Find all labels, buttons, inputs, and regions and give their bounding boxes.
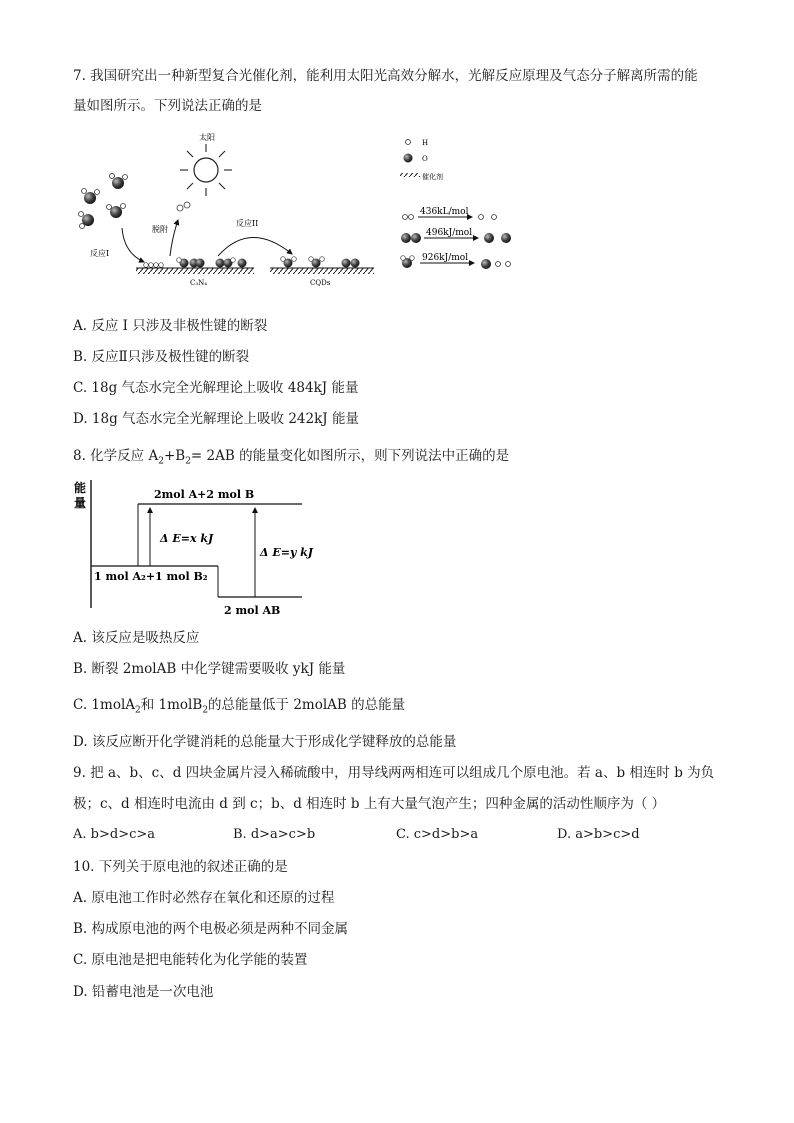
q7-option-b: B. 反应Ⅱ只涉及极性键的断裂	[73, 349, 250, 365]
top-level-label: 2mol A+2 mol B	[154, 488, 255, 501]
q8-option-d: D. 该反应断开化学键消耗的总能量大于形成化学键释放的总能量	[73, 734, 457, 750]
q8-option-b: B. 断裂 2molAB 中化学键需要吸收 ykJ 能量	[73, 661, 346, 677]
energy-436: 436kL/mol	[420, 207, 469, 217]
sub-2: 2	[158, 456, 164, 467]
q8-option-c-suffix: 的总能量低于 2molAB 的总能量	[208, 697, 406, 713]
q7-photocatalysis-figure	[70, 128, 530, 298]
q10-option-c: C. 原电池是把电能转化为化学能的装置	[73, 952, 308, 968]
delta-e-y-label: Δ E=y kJ	[260, 546, 314, 559]
legend-h: H	[422, 139, 429, 147]
q9-option-b: B. d>a>c>b	[233, 827, 316, 842]
q10-option-a: A. 原电池工作时必然存在氧化和还原的过程	[73, 890, 335, 906]
cqds-surface	[270, 257, 374, 274]
y-axis-label-1: 能	[74, 481, 87, 495]
c3n4-surface	[136, 258, 254, 274]
energy-926: 926kJ/mol	[422, 253, 469, 263]
sub-2: 2	[185, 456, 191, 467]
delta-e-x-label: Δ E=x kJ	[160, 532, 214, 545]
legend-o: O	[422, 155, 428, 163]
q9-stem-line2: 极；c、d 相连时电流由 d 到 c；b、d 相连时 b 上有大量气泡产生；四种金属的活动性顺序为（ ）	[73, 796, 666, 812]
mid-level-label: 1 mol A₂+1 mol B₂	[94, 570, 208, 583]
q10-option-b: B. 构成原电池的两个电极必须是两种不同金属	[73, 921, 349, 937]
q8-option-a: A. 该反应是吸热反应	[73, 630, 200, 646]
reaction2-label: 反应II	[236, 219, 259, 228]
c3n4-label: C₃N₄	[190, 279, 208, 287]
q9-stem-line1: 9. 把 a、b、c、d 四块金属片浸入稀硫酸中，用导线两两相连可以组成几个原电池。若 a、b 相连时 b 为负	[73, 765, 715, 781]
q8-stem-suffix: = 2AB 的能量变化如图所示，则下列说法中正确的是	[190, 448, 510, 464]
reaction1-label: 反应I	[90, 249, 110, 258]
q7-stem-line1: 7. 我国研究出一种新型复合光催化剂，能利用太阳光高效分解水，光解反应原理及气态分子解离所需的能	[73, 68, 698, 84]
water-molecules	[79, 174, 191, 229]
q7-option-d: D. 18g 气态水完全光解理论上吸收 242kJ 能量	[73, 411, 359, 427]
q8-option-c-prefix: C. 1molA	[73, 697, 136, 713]
q8-stem-prefix: 8. 化学反应 A	[73, 448, 159, 464]
q8-energy-diagram	[70, 478, 330, 623]
sun-label: 太阳	[199, 133, 215, 142]
y-axis-label-2: 量	[74, 496, 87, 510]
q10-option-d: D. 铅蓄电池是一次电池	[73, 984, 214, 1000]
sun-icon	[180, 144, 232, 196]
sub-2: 2	[135, 705, 141, 716]
q8-option-c-mid: 和 1molB	[140, 697, 203, 713]
sub-2: 2	[202, 705, 209, 716]
desorb-label: 脱附	[152, 225, 168, 234]
legend-catalyst: 催化剂	[422, 173, 443, 181]
bottom-level-label: 2 mol AB	[224, 604, 281, 617]
legend	[400, 140, 420, 178]
q8-stem-b: +B	[163, 448, 186, 464]
energy-496: 496kJ/mol	[426, 228, 473, 238]
q9-option-d: D. a>b>c>d	[557, 827, 640, 842]
q8-option-c	[73, 695, 405, 721]
q7-option-c: C. 18g 气态水完全光解理论上吸收 484kJ 能量	[73, 380, 359, 396]
q7-stem-line2: 量如图所示。下列说法正确的是	[73, 98, 262, 114]
q8-stem	[73, 446, 509, 472]
q9-option-c: C. c>d>b>a	[396, 827, 479, 842]
cqds-label: CQDs	[310, 279, 331, 287]
q10-stem: 10. 下列关于原电池的叙述正确的是	[73, 859, 288, 875]
q7-option-a: A. 反应 I 只涉及非极性键的断裂	[73, 318, 268, 334]
q9-option-a: A. b>d>c>a	[73, 827, 156, 842]
